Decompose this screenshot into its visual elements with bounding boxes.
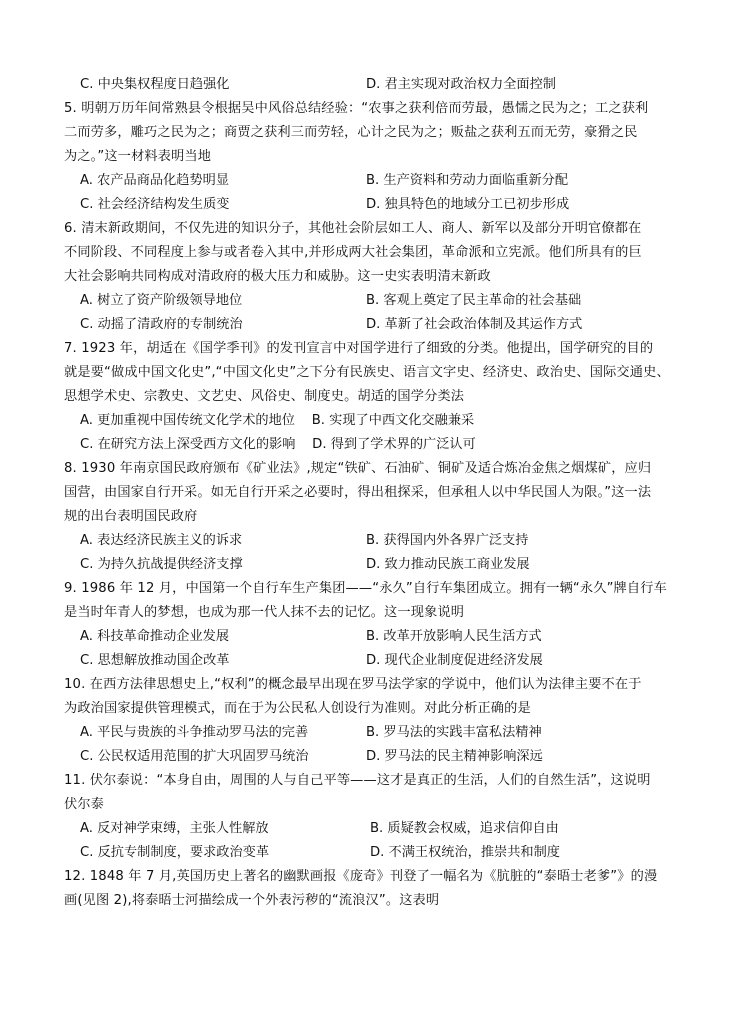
q8-stem-line-2: 国营，由国家自行开采。如无自行开采之必要时，得出租探采，但承租人以中华民国人为限。”这一法 bbox=[64, 485, 652, 500]
q8-option-c[interactable]: C. 为持久抗战提供经济支撑 bbox=[80, 557, 243, 572]
q11-option-b[interactable]: B. 质疑教会权威，追求信仰自由 bbox=[370, 821, 559, 836]
q5-option-c[interactable]: C. 社会经济结构发生质变 bbox=[80, 197, 230, 212]
q8-option-d[interactable]: D. 致力推动民族工商业发展 bbox=[366, 557, 530, 572]
q11-stem-line-2: 伏尔泰 bbox=[64, 797, 105, 812]
q6-option-b[interactable]: B. 客观上奠定了民主革命的社会基础 bbox=[366, 293, 582, 308]
q11-option-a[interactable]: A. 反对神学束缚，主张人性解放 bbox=[80, 821, 269, 836]
q10-option-b[interactable]: B. 罗马法的实践丰富私法精神 bbox=[366, 725, 542, 740]
q5-option-d[interactable]: D. 独具特色的地域分工已初步形成 bbox=[366, 197, 570, 212]
q10-option-d[interactable]: D. 罗马法的民主精神影响深远 bbox=[366, 749, 543, 764]
q6-option-a[interactable]: A. 树立了资产阶级领导地位 bbox=[80, 293, 243, 308]
q10-option-c[interactable]: C. 公民权适用范围的扩大巩固罗马统治 bbox=[80, 749, 309, 764]
q6-stem-line-2: 不同阶段、不同程度上参与或者卷入其中,并形成两大社会集团，革命派和立宪派。他们所具有的巨 bbox=[64, 245, 642, 260]
q6-option-c[interactable]: C. 动摇了清政府的专制统治 bbox=[80, 317, 243, 332]
q8-stem-line-1: 8. 1930 年南京国民政府颁布《矿业法》,规定“铁矿、石油矿、铜矿及适合炼冶金焦之烟煤矿，应归 bbox=[64, 461, 652, 476]
q7-options-cd[interactable]: C. 在研究方法上深受西方文化的影响 D. 得到了学术界的广泛认可 bbox=[80, 437, 476, 452]
q5-stem-line-3: 为之。”这一材料表明当地 bbox=[64, 149, 212, 164]
q12-stem-line-2: 画(见图 2),将泰晤士河描绘成一个外表污秽的“流浪汉”。这表明 bbox=[64, 893, 440, 908]
q5-option-a[interactable]: A. 农产品商品化趋势明显 bbox=[80, 173, 230, 188]
q10-stem-line-2: 为政治国家提供管理模式，而在于为公民私人创设行为准则。对此分析正确的是 bbox=[64, 701, 531, 716]
q8-option-b[interactable]: B. 获得国内外各界广泛支持 bbox=[366, 533, 529, 548]
q6-stem-line-3: 大社会影响共同构成对清政府的极大压力和威胁。这一史实表明清末新政 bbox=[64, 269, 491, 284]
q5-stem-line-2: 二而劳多，雕巧之民为之；商贾之获利三而劳轻，心计之民为之；贩盐之获利五而无劳，豪猾之民 bbox=[64, 125, 638, 140]
q7-options-ab[interactable]: A. 更加重视中国传统文化学术的地位 B. 实现了中西文化交融兼采 bbox=[80, 413, 475, 428]
q4-option-d[interactable]: D. 君主实现对政治权力全面控制 bbox=[366, 77, 556, 92]
q11-option-c[interactable]: C. 反抗专制制度，要求政治变革 bbox=[80, 845, 270, 860]
q4-option-c[interactable]: C. 中央集权程度日趋强化 bbox=[80, 77, 230, 92]
q8-stem-line-3: 规的出台表明国民政府 bbox=[64, 509, 198, 524]
q6-stem-line-1: 6. 清末新政期间，不仅先进的知识分子，其他社会阶层如工人、商人、新军以及部分开明官僚都在 bbox=[64, 221, 642, 236]
q9-option-a[interactable]: A. 科技革命推动企业发展 bbox=[80, 629, 230, 644]
q5-option-b[interactable]: B. 生产资料和劳动力面临重新分配 bbox=[366, 173, 569, 188]
q5-stem-line-1: 5. 明朝万历年间常熟县令根据吴中风俗总结经验：“农事之获利倍而劳最，愚懦之民为之；工之获利 bbox=[64, 101, 649, 116]
q11-stem-line-1: 11. 伏尔泰说：“本身自由，周围的人与自己平等——这才是真正的生活，人们的自然生活”，这说明 bbox=[64, 773, 651, 788]
q10-option-a[interactable]: A. 平民与贵族的斗争推动罗马法的完善 bbox=[80, 725, 309, 740]
q7-stem-line-2: 就是要“做成中国文化史”,“中国文化史”之下分有民族史、语言文字史、经济史、政治史、国际交通史、 bbox=[64, 365, 670, 380]
q11-option-d[interactable]: D. 不满王权统治，推崇共和制度 bbox=[370, 845, 560, 860]
q8-option-a[interactable]: A. 表达经济民族主义的诉求 bbox=[80, 533, 243, 548]
q9-stem-line-1: 9. 1986 年 12 月，中国第一个自行车生产集团——“永久”自行车集团成立。拥有一辆“永久”牌自行车 bbox=[64, 581, 667, 596]
q7-stem-line-3: 思想学术史、宗教史、文艺史、风俗史、制度史。胡适的国学分类法 bbox=[64, 389, 465, 404]
q9-option-d[interactable]: D. 现代企业制度促进经济发展 bbox=[366, 653, 543, 668]
q9-stem-line-2: 是当时年青人的梦想，也成为那一代人抹不去的记忆。这一现象说明 bbox=[64, 605, 465, 620]
q9-option-b[interactable]: B. 改革开放影响人民生活方式 bbox=[366, 629, 542, 644]
q6-option-d[interactable]: D. 革新了社会政治体制及其运作方式 bbox=[366, 317, 583, 332]
q7-stem-line-1: 7. 1923 年，胡适在《国学季刊》的发刊宣言中对国学进行了细致的分类。他提出，国学研究的目的 bbox=[64, 341, 654, 356]
q9-option-c[interactable]: C. 思想解放推动国企改革 bbox=[80, 653, 230, 668]
q12-stem-line-1: 12. 1848 年 7 月,英国历史上著名的幽默画报《庞奇》刊登了一幅名为《肮脏的“泰晤士老爹”》的漫 bbox=[64, 869, 658, 884]
q10-stem-line-1: 10. 在西方法律思想史上,“权利”的概念最早出现在罗马法学家的学说中，他们认为法律主要不在于 bbox=[64, 677, 642, 692]
